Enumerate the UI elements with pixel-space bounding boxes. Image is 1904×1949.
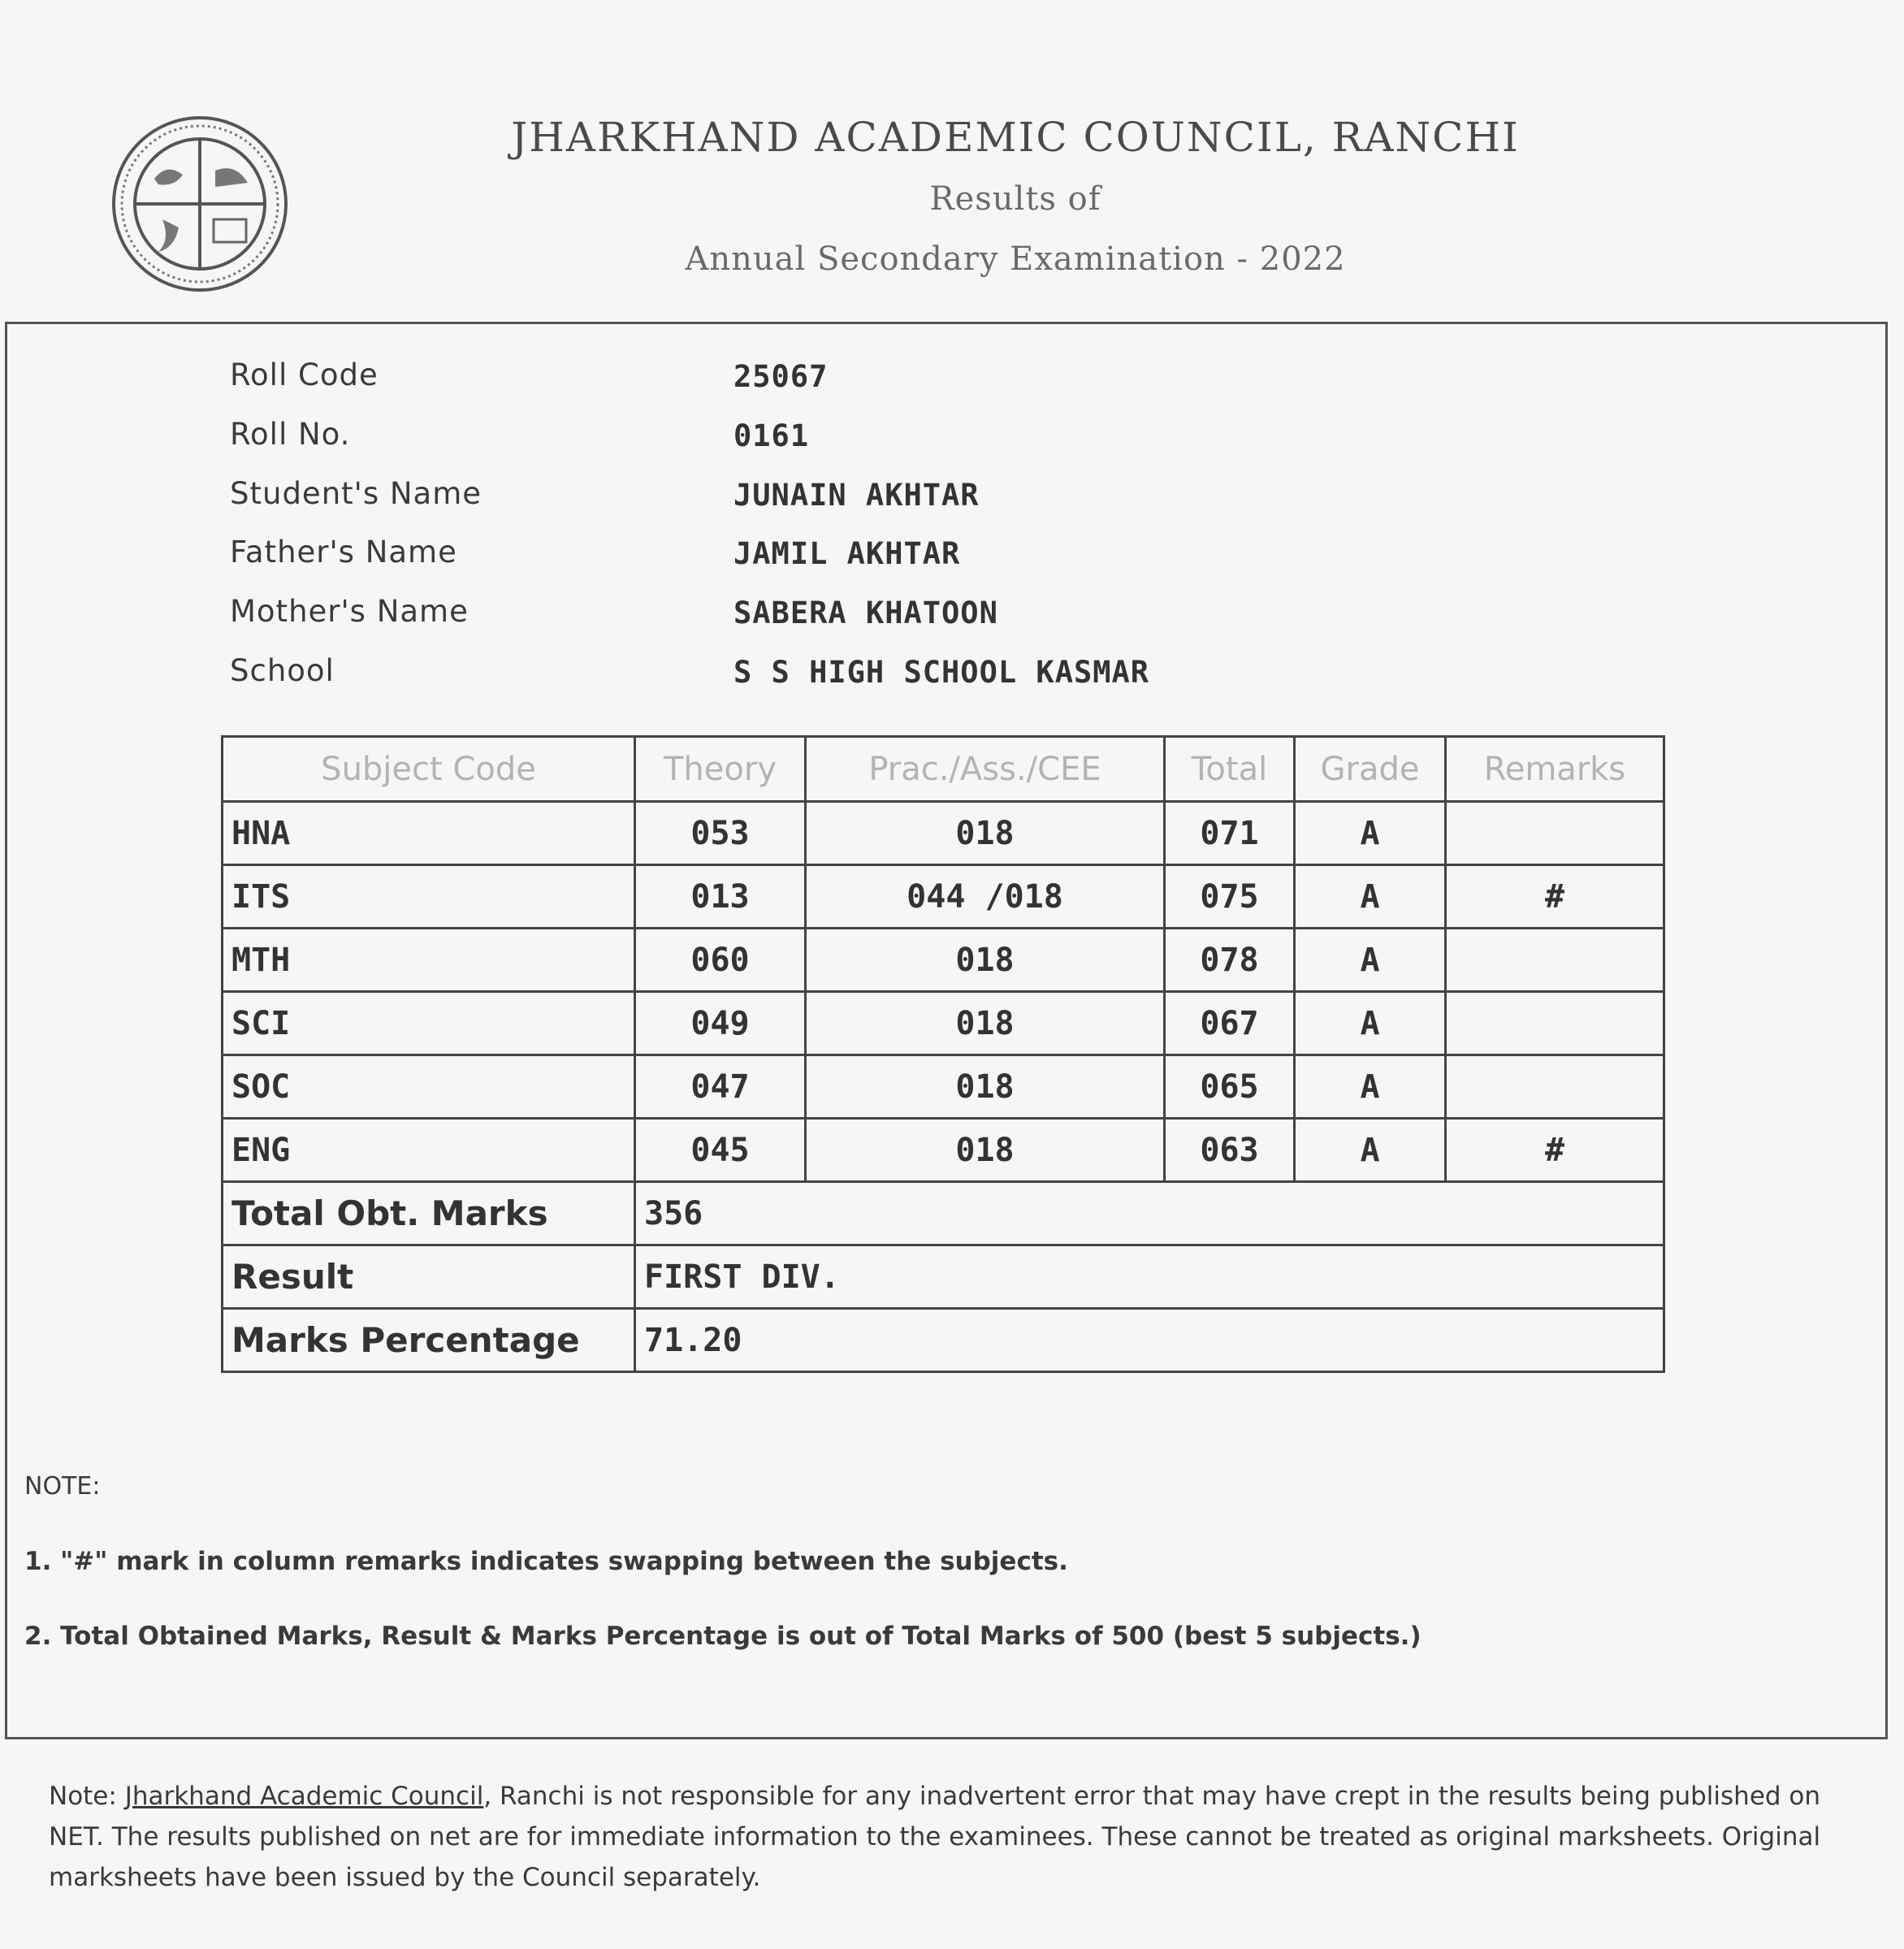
header-grade: Grade (1295, 737, 1446, 802)
table-row (223, 1055, 1664, 1119)
grade-cell: A (1295, 865, 1446, 929)
total-cell: 063 (1165, 1119, 1295, 1182)
theory-cell: 045 (635, 1119, 806, 1182)
subject-cell: SOC (223, 1055, 635, 1119)
father-name-value: JAMIL AKHTAR (733, 536, 961, 571)
header-remarks: Remarks (1446, 737, 1664, 802)
grade-cell: A (1295, 1119, 1446, 1182)
note-heading: NOTE: (24, 1472, 101, 1501)
prac-cell: 018 (806, 1119, 1165, 1182)
school-label: School (230, 653, 335, 688)
note-line-2: 2. Total Obtained Marks, Result & Marks Percentage is out of Total Marks of 500 (best 5 subjects.) (24, 1622, 1422, 1651)
total-marks-value: 356 (635, 1182, 1664, 1245)
table-row (223, 929, 1664, 992)
disclaimer-prefix: Note: (49, 1782, 125, 1811)
roll-code-label: Roll Code (230, 357, 379, 392)
header-subject-code: Subject Code (223, 737, 635, 802)
results-of-subtitle: Results of (929, 180, 1101, 218)
grade-cell: A (1295, 1055, 1446, 1119)
percentage-value: 71.20 (635, 1309, 1664, 1372)
disclaimer-text: , Ranchi is not responsible for any inadvertent error that may have crept in the results being published on NET. The results published on net are for immediate information to the examinees. These cannot be treated as original marksheets. Original marksheets have been issued by the Council separately. (49, 1782, 1821, 1892)
prac-cell: 018 (806, 1055, 1165, 1119)
note-line-1: 1. "#" mark in column remarks indicates swapping between the subjects. (24, 1547, 1068, 1576)
disclaimer (49, 1776, 1836, 1898)
father-name-label: Father's Name (230, 535, 457, 570)
theory-cell: 013 (635, 865, 806, 929)
header-total: Total (1165, 737, 1295, 802)
result-label: Result (223, 1245, 635, 1309)
theory-cell: 047 (635, 1055, 806, 1119)
prac-cell: 018 (806, 802, 1165, 865)
subject-cell: ENG (223, 1119, 635, 1182)
council-title: JHARKHAND ACADEMIC COUNCIL, RANCHI (511, 114, 1520, 161)
remarks-cell: # (1446, 1119, 1664, 1182)
total-marks-label: Total Obt. Marks (223, 1182, 635, 1245)
prac-cell: 018 (806, 929, 1165, 992)
table-row (223, 865, 1664, 929)
summary-row-result (223, 1245, 1664, 1309)
student-name-label: Student's Name (230, 476, 482, 511)
remarks-cell (1446, 929, 1664, 992)
total-cell: 075 (1165, 865, 1295, 929)
theory-cell: 049 (635, 992, 806, 1055)
council-link[interactable]: Jharkhand Academic Council (124, 1782, 484, 1811)
subject-cell: HNA (223, 802, 635, 865)
prac-cell: 044 /018 (806, 865, 1165, 929)
theory-cell: 053 (635, 802, 806, 865)
remarks-cell (1446, 992, 1664, 1055)
result-value: FIRST DIV. (635, 1245, 1664, 1309)
subject-cell: SCI (223, 992, 635, 1055)
percentage-label: Marks Percentage (223, 1309, 635, 1372)
table-row (223, 992, 1664, 1055)
exam-subtitle: Annual Secondary Examination - 2022 (685, 240, 1346, 278)
header-prac: Prac./Ass./CEE (806, 737, 1165, 802)
total-cell: 071 (1165, 802, 1295, 865)
grade-cell: A (1295, 992, 1446, 1055)
grade-cell: A (1295, 929, 1446, 992)
remarks-cell (1446, 1055, 1664, 1119)
total-cell: 067 (1165, 992, 1295, 1055)
theory-cell: 060 (635, 929, 806, 992)
remarks-cell: # (1446, 865, 1664, 929)
council-seal-icon (110, 114, 290, 294)
prac-cell: 018 (806, 992, 1165, 1055)
student-name-value: JUNAIN AKHTAR (733, 478, 980, 513)
total-cell: 065 (1165, 1055, 1295, 1119)
subject-cell: MTH (223, 929, 635, 992)
header-theory: Theory (635, 737, 806, 802)
total-cell: 078 (1165, 929, 1295, 992)
school-value: S S HIGH SCHOOL KASMAR (733, 655, 1150, 690)
subject-cell: ITS (223, 865, 635, 929)
table-row (223, 802, 1664, 865)
table-header-row (223, 737, 1664, 802)
roll-code-value: 25067 (733, 359, 829, 394)
remarks-cell (1446, 802, 1664, 865)
roll-no-value: 0161 (733, 418, 810, 453)
summary-row-percentage (223, 1309, 1664, 1372)
mother-name-label: Mother's Name (230, 594, 469, 629)
marks-table (221, 735, 1665, 1373)
mother-name-value: SABERA KHATOON (733, 596, 998, 630)
table-row (223, 1119, 1664, 1182)
summary-row-total (223, 1182, 1664, 1245)
grade-cell: A (1295, 802, 1446, 865)
roll-no-label: Roll No. (230, 417, 351, 452)
